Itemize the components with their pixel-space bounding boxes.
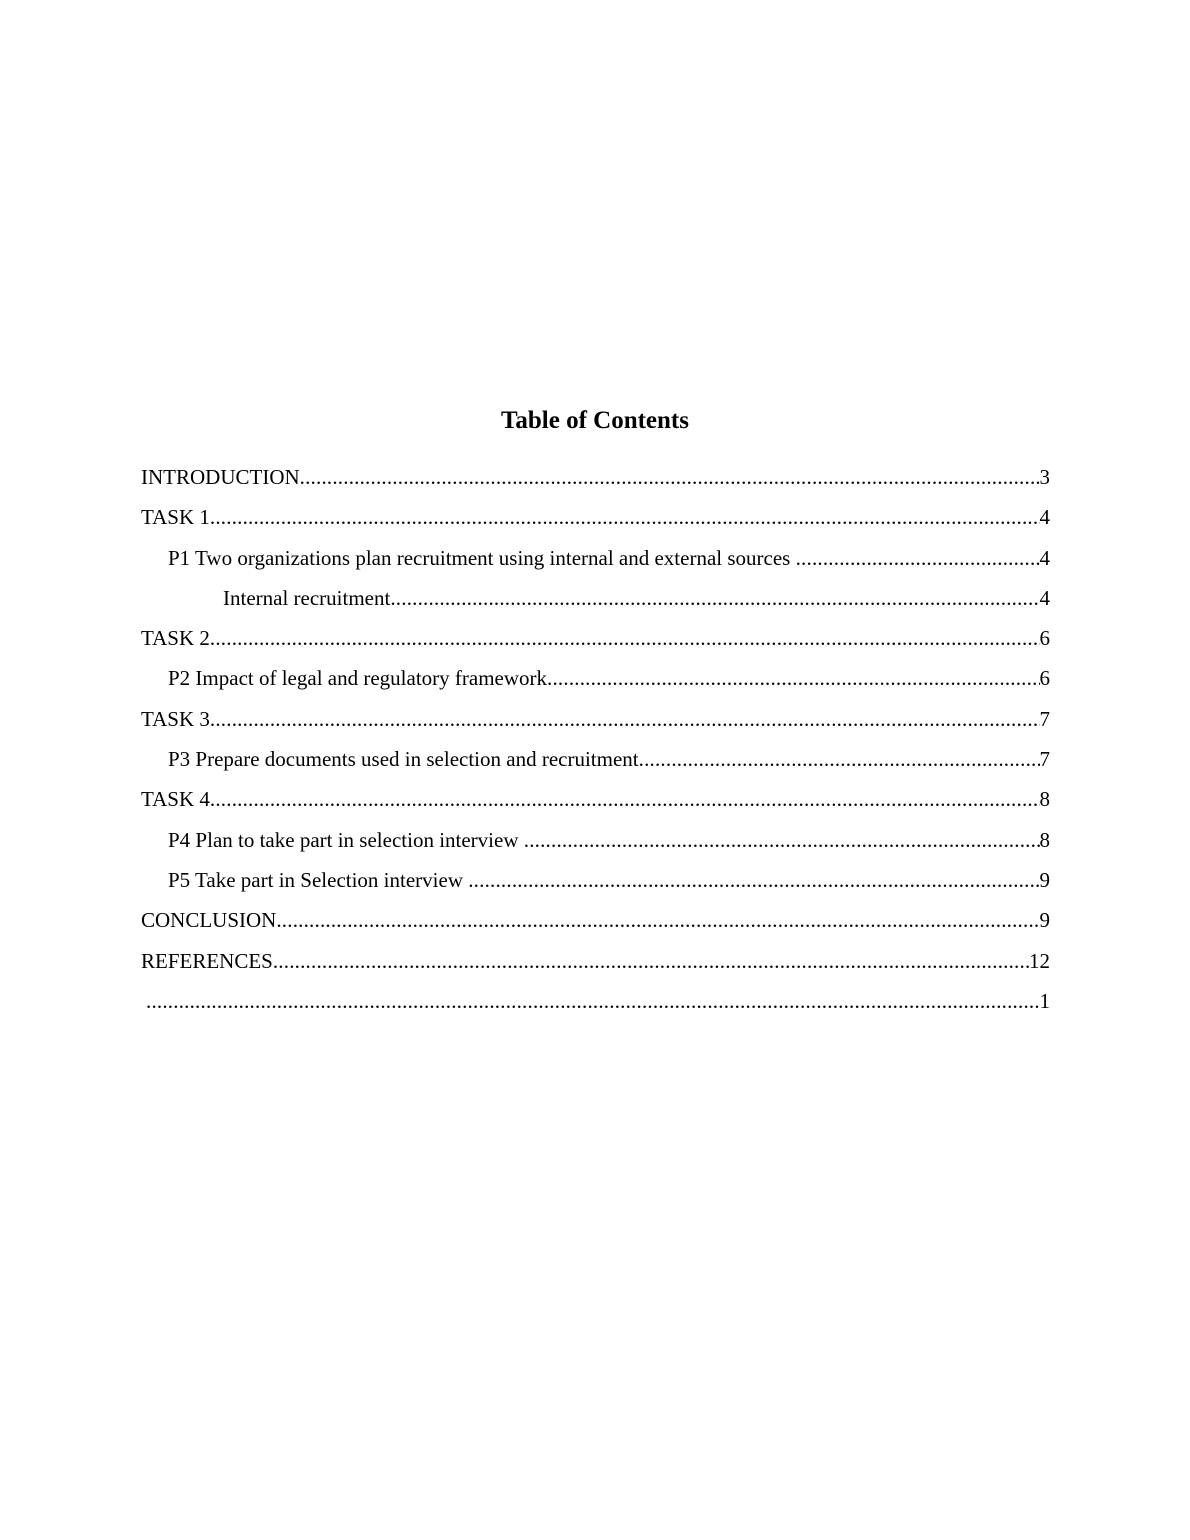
toc-page-number: 8 [1039,787,1050,812]
toc-entry-label: TASK 2 [141,626,210,651]
toc-dot-leader [276,904,1039,936]
toc-entry-label: P4 Plan to take part in selection interview [168,827,524,852]
toc-list [141,461,1050,1025]
toc-page-number: 1 [1039,988,1050,1013]
toc-entry-references[interactable] [141,945,1050,985]
toc-title: Table of Contents [501,407,689,434]
toc-entry-task-3[interactable] [141,703,1050,743]
toc-dot-leader [524,824,1040,856]
toc-dot-leader [390,582,1039,614]
toc-page-number: 4 [1039,505,1050,530]
toc-entry-label: REFERENCES [141,948,273,973]
toc-entry-task-4[interactable] [141,783,1050,823]
toc-page-number: 7 [1039,706,1050,731]
toc-entry-label: TASK 3 [141,706,210,731]
toc-entry-task-2[interactable] [141,622,1050,662]
toc-page-number: 6 [1039,666,1050,691]
toc-dot-leader [210,703,1040,735]
toc-page-number: 8 [1039,827,1050,852]
toc-entry-label: TASK 1 [141,505,210,530]
toc-dot-leader [796,542,1040,574]
toc-entry-label: Internal recruitment [223,585,391,610]
toc-entry-introduction[interactable] [141,461,1050,501]
toc-dot-leader [468,864,1039,896]
toc-dot-leader [300,461,1040,493]
toc-entry-task-1[interactable] [141,501,1050,541]
toc-dot-leader [210,622,1040,654]
toc-entry-conclusion[interactable] [141,904,1050,944]
toc-page-number: 7 [1039,747,1050,772]
toc-entry-p2[interactable] [141,662,1050,702]
toc-dot-leader [210,501,1040,533]
toc-entry-p4[interactable] [141,824,1050,864]
toc-page-number: 6 [1039,626,1050,651]
toc-entry-label: P5 Take part in Selection interview [168,867,469,892]
toc-dot-leader [146,985,1040,1017]
toc-entry-label: INTRODUCTION [141,465,300,489]
toc-dot-leader [547,662,1039,694]
toc-page-number: 9 [1039,867,1050,892]
toc-page-number: 3 [1039,465,1050,489]
toc-entry-p3[interactable] [141,743,1050,783]
toc-dot-leader [210,783,1040,815]
toc-page-number: 4 [1039,545,1050,570]
toc-entry-label: TASK 4 [141,787,210,812]
toc-dot-leader [639,743,1040,775]
toc-dot-leader [273,945,1029,977]
toc-page-number: 9 [1039,908,1050,933]
toc-entry-label: P3 Prepare documents used in selection and recruitment [168,747,639,772]
toc-entry-label: CONCLUSION [141,908,277,933]
toc-entry-label: P2 Impact of legal and regulatory framework [168,666,548,691]
toc-page-number: 4 [1039,585,1050,610]
toc-entry-internal-recruitment[interactable] [141,582,1050,622]
toc-entry-untitled[interactable] [141,985,1050,1025]
toc-entry-p1[interactable] [141,542,1050,582]
toc-page-number: 12 [1029,948,1050,973]
toc-entry-label: P1 Two organizations plan recruitment using internal and external sources [168,545,796,570]
toc-entry-p5[interactable] [141,864,1050,904]
